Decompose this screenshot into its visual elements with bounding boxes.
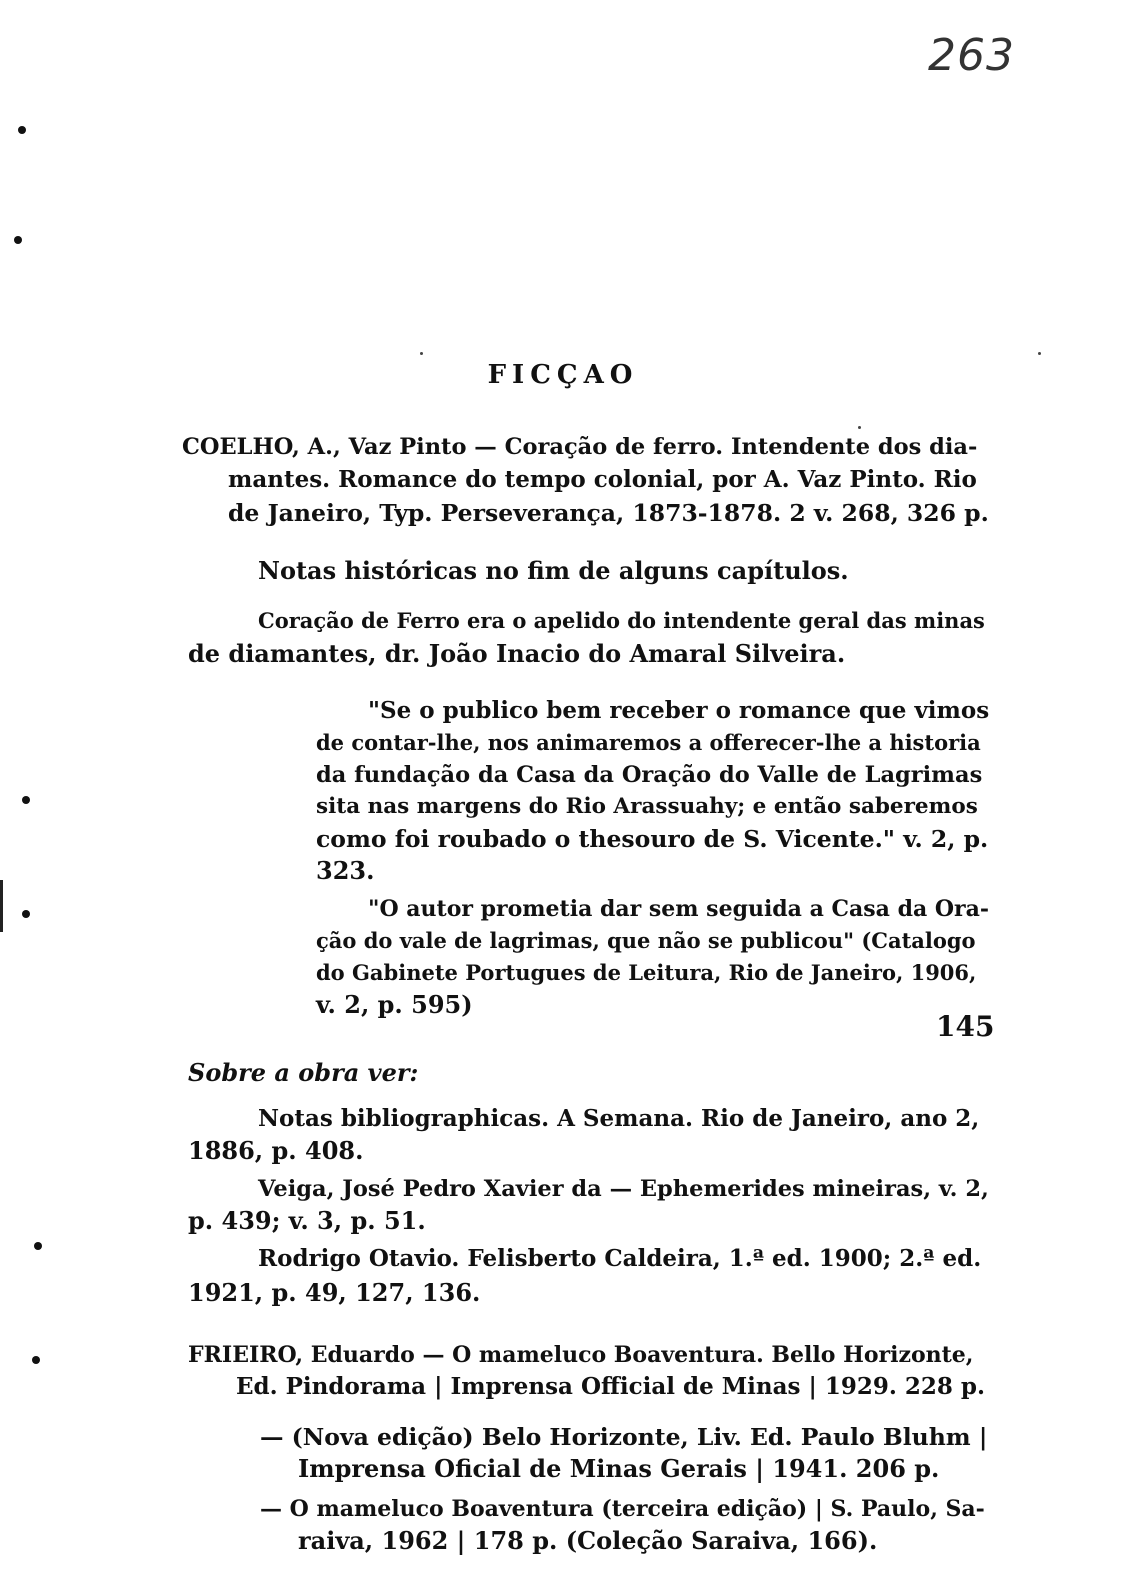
reference-line: Veiga, José Pedro Xavier da — Ephemerides mineiras, v. 2,: [258, 1176, 989, 1202]
quote-line: de contar-lhe, nos animaremos a offerecer-lhe a historia: [316, 730, 981, 755]
reference-line: p. 439; v. 3, p. 51.: [188, 1206, 426, 1235]
quote-line: 323.: [316, 856, 375, 885]
entry-coelho-line-2: mantes. Romance do tempo colonial, por A. Vaz Pinto. Rio: [228, 466, 977, 493]
quote-line: v. 2, p. 595): [316, 990, 473, 1019]
entry-coelho-line-1: COELHO, A., Vaz Pinto — Coração de ferro. Intendente dos dia-: [182, 434, 978, 460]
scan-speck: [420, 352, 423, 355]
scan-edge-line: [0, 880, 3, 932]
margin-dot: [18, 126, 26, 134]
edition-line: — O mameluco Boaventura (terceira edição) | S. Paulo, Sa-: [260, 1496, 985, 1522]
quote-line: "O autor prometia dar sem seguida a Casa da Ora-: [368, 896, 990, 922]
scan-speck: [1038, 352, 1041, 355]
quote-line: ção do vale de lagrimas, que não se publicou" (Catalogo: [316, 928, 976, 953]
reference-line: Rodrigo Otavio. Felisberto Caldeira, 1.ª ed. 1900; 2.ª ed.: [258, 1245, 982, 1272]
entry-frieiro-line-2: Ed. Pindorama | Imprensa Official de Minas | 1929. 228 p.: [236, 1373, 986, 1400]
entry-frieiro-line-1: FRIEIRO, Eduardo — O mameluco Boaventura. Bello Horizonte,: [188, 1342, 974, 1368]
quote-line: "Se o publico bem receber o romance que vimos: [368, 697, 990, 724]
reference-line: 1921, p. 49, 127, 136.: [188, 1278, 481, 1307]
margin-dot: [14, 236, 22, 244]
handwritten-page-number: 263: [928, 30, 1015, 81]
entry-coelho-line-3: de Janeiro, Typ. Perseverança, 1873-1878. 2 v. 268, 326 p.: [228, 499, 989, 527]
margin-dot: [22, 910, 30, 918]
edition-line: Imprensa Oficial de Minas Gerais | 1941. 206 p.: [298, 1454, 940, 1483]
reference-line: 1886, p. 408.: [188, 1136, 364, 1165]
section-title: FICÇAO: [487, 360, 639, 390]
margin-dot: [22, 796, 30, 804]
entry-number: 145: [936, 1010, 995, 1043]
margin-dot: [32, 1356, 40, 1364]
quote-line: sita nas margens do Rio Arassuahy; e então saberemos: [316, 794, 978, 819]
note-line: Coração de Ferro era o apelido do intendente geral das minas: [258, 608, 985, 633]
reference-line: Notas bibliographicas. A Semana. Rio de Janeiro, ano 2,: [258, 1105, 980, 1132]
quote-line: como foi roubado o thesouro de S. Vicente." v. 2, p.: [316, 825, 989, 853]
note-line: de diamantes, dr. João Inacio do Amaral Silveira.: [188, 639, 846, 668]
edition-line: raiva, 1962 | 178 p. (Coleção Saraiva, 166).: [298, 1526, 878, 1555]
quote-line: do Gabinete Portugues de Leitura, Rio de Janeiro, 1906,: [316, 960, 977, 985]
margin-dot: [34, 1242, 42, 1250]
scan-speck: [858, 426, 861, 429]
edition-line: — (Nova edição) Belo Horizonte, Liv. Ed. Paulo Bluhm |: [260, 1423, 988, 1451]
see-also-heading: Sobre a obra ver:: [188, 1058, 419, 1087]
note-line: Notas históricas no fim de alguns capítulos.: [258, 556, 849, 585]
quote-line: da fundação da Casa da Oração do Valle de Lagrimas: [316, 762, 983, 788]
